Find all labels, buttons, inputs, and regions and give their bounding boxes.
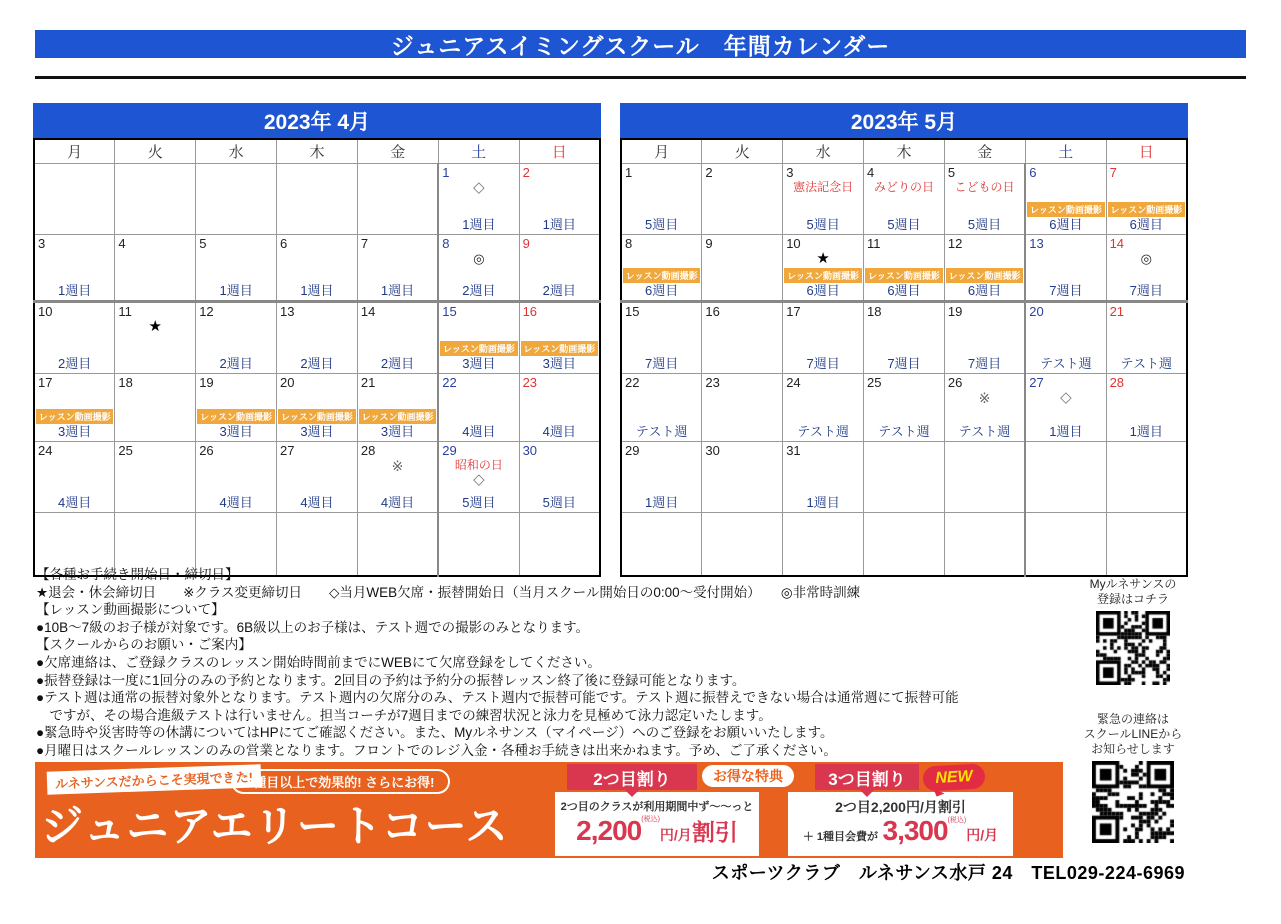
week-label: 1週目	[219, 283, 253, 298]
calendar-cell	[34, 235, 115, 302]
week-label: テスト週	[958, 424, 1011, 439]
day-number: 9	[705, 236, 713, 251]
day-number: 31	[786, 443, 801, 458]
calendar-cell	[115, 302, 196, 374]
day-number: 12	[947, 236, 963, 251]
lesson-video-badge: レッスン動画撮影	[278, 409, 356, 424]
holiday-label: 憲法記念日	[793, 180, 854, 194]
week-label: 3週目	[58, 424, 92, 439]
calendar-cell	[357, 235, 438, 302]
calendar-cell	[621, 164, 702, 235]
calendar-cell	[621, 302, 702, 374]
calendar-cell	[702, 164, 783, 235]
day-number: 28	[360, 443, 376, 458]
calendar-cell	[196, 374, 277, 442]
day-number: 3	[38, 236, 46, 251]
calendar-cell	[277, 164, 358, 235]
week-label: 2週目	[219, 356, 253, 371]
day-number: 21	[360, 375, 376, 390]
calendar-cell	[864, 442, 945, 513]
deal3-price-amount: 3,300	[882, 815, 948, 846]
day-number: 26	[199, 443, 214, 458]
calendar-cell	[519, 442, 600, 513]
calendar-cell	[115, 442, 196, 513]
calendar-cell	[702, 442, 783, 513]
calendar-cell	[1106, 374, 1187, 442]
calendar-cell	[34, 374, 115, 442]
calendar-cell	[196, 235, 277, 302]
week-label: テスト週	[797, 424, 849, 439]
holiday-label: こどもの日	[954, 180, 1015, 194]
day-number: 10	[38, 304, 53, 319]
day-number: 24	[786, 375, 801, 390]
week-label	[702, 495, 782, 512]
day-of-week-header: 火	[702, 139, 783, 164]
note-line: ●10B～7級のお子様が対象です。6B級以上のお子様は、テスト週での撮影のみとなります。	[36, 619, 589, 635]
calendar-cell	[277, 442, 358, 513]
calendar-cell	[621, 374, 702, 442]
tax-note: (税込)	[947, 817, 967, 824]
week-label: 1週目	[58, 283, 92, 298]
calendar-cell	[357, 374, 438, 442]
week-label: 6週目	[645, 283, 679, 298]
note-line: ★退会・休会締切日 ※クラス変更締切日 ◇当月WEB欠席・振替開始日（当月スクール開始日の0:00～受付開始） ◎非常時訓練	[36, 584, 861, 600]
lesson-video-badge: レッスン動画撮影	[865, 268, 943, 283]
week-label	[358, 217, 437, 234]
week-label: 2週目	[462, 283, 496, 298]
day-number: 22	[625, 375, 640, 390]
calendar-cell	[783, 235, 864, 302]
week-label: 7週目	[1049, 283, 1083, 298]
week-label	[115, 424, 195, 441]
calendar-cell	[196, 164, 277, 235]
day-number: 13	[280, 304, 295, 319]
note-line: ●振替登録は一度に1回分のみの予約となります。2回目の予約は予約分の振替レッスン終了後に登録可能となります。	[36, 672, 746, 688]
deal2-price-suffix: 割引	[691, 819, 738, 845]
calendar-cell	[438, 302, 519, 374]
week-label	[115, 283, 195, 300]
day-number: 17	[786, 304, 801, 319]
note-line: ですが、その場合進級テストは行いません。担当コーチが7週目までの練習状況と泳力を見極めて泳力認定いたします。	[36, 707, 772, 723]
calendar-cell	[34, 302, 115, 374]
week-label: 7週目	[887, 356, 921, 371]
week-label	[196, 217, 276, 234]
week-label	[1026, 495, 1105, 512]
banner-pill: 2種目以上で効果的! さらにお得!	[231, 769, 450, 794]
calendar-cell	[357, 164, 438, 235]
deal3-price	[788, 815, 1013, 847]
day-of-week-header: 火	[115, 139, 196, 164]
day-number: 20	[280, 375, 295, 390]
lesson-video-badge: レッスン動画撮影	[623, 268, 700, 283]
holiday-label: みどりの日	[873, 180, 934, 194]
day-number: 23	[522, 375, 538, 390]
week-label: 2週目	[58, 356, 92, 371]
week-label: 2週目	[542, 283, 576, 298]
week-label: 7週目	[645, 356, 679, 371]
day-number: 15	[442, 304, 457, 319]
day-number: 29	[625, 443, 640, 458]
day-number: 7	[1109, 165, 1117, 180]
week-label: 6週目	[1129, 217, 1163, 232]
page-title: ジュニアスイミングスクール 年間カレンダー	[35, 30, 1246, 58]
day-number: 25	[118, 443, 133, 458]
day-number: 6	[1029, 165, 1037, 180]
day-number: 6	[280, 236, 288, 251]
week-label: テスト週	[1120, 356, 1173, 371]
day-number: 4	[118, 236, 126, 251]
deal3-price-prefix: ＋ 1種目会費が	[802, 831, 879, 843]
calendar-april	[33, 103, 601, 577]
day-number: 5	[947, 165, 956, 180]
deadline-symbol: ◇	[1060, 389, 1072, 406]
day-number: 3	[786, 165, 794, 180]
deadline-symbol: ★	[148, 318, 162, 335]
calendar-grid	[33, 138, 601, 577]
deal2-price	[555, 814, 759, 847]
week-label: 4週目	[58, 495, 92, 510]
week-label	[115, 217, 195, 234]
week-label: 2週目	[300, 356, 334, 371]
week-label: 1週目	[462, 217, 496, 232]
week-label	[35, 217, 114, 234]
week-label: 3週目	[219, 424, 253, 439]
day-of-week-header: 水	[783, 139, 864, 164]
calendar-cell	[519, 302, 600, 374]
week-label: 5週目	[806, 217, 840, 232]
note-line: 【レッスン動画撮影について】	[36, 602, 225, 618]
calendar-cell	[1025, 235, 1106, 302]
deal2-description: 2つ目のクラスが利用期間中ず～～っと	[560, 801, 754, 813]
note-line: 【各種お手続き開始日・締切日】	[36, 567, 239, 582]
calendar-cell	[621, 235, 702, 302]
week-label: 3週目	[300, 424, 334, 439]
calendar-cell	[115, 164, 196, 235]
week-label: 4週目	[380, 495, 415, 510]
day-number: 14	[1109, 236, 1125, 251]
calendar-cell	[1025, 374, 1106, 442]
day-number: 30	[705, 443, 720, 458]
calendar-cell	[944, 374, 1025, 442]
calendar-cell	[357, 302, 438, 374]
qr-caption	[1078, 577, 1188, 607]
calendar-cell	[438, 374, 519, 442]
deadline-symbol: ◎	[1140, 251, 1152, 266]
calendar-cell	[1106, 235, 1187, 302]
month-title: 2023年 5月	[620, 103, 1188, 138]
week-label: 5週目	[967, 217, 1002, 232]
day-number: 19	[199, 375, 214, 390]
week-label: 1週目	[542, 217, 576, 232]
calendar-cell	[783, 442, 864, 513]
week-label: 1週目	[1049, 424, 1083, 439]
day-of-week-header: 水	[196, 139, 277, 164]
calendar-cell	[702, 302, 783, 374]
calendar-cell	[519, 374, 600, 442]
title-divider	[35, 76, 1246, 79]
calendar-cell	[944, 235, 1025, 302]
day-of-week-header: 日	[1106, 139, 1187, 164]
qr-section-line	[1078, 712, 1188, 848]
deadline-symbol: ◇	[473, 471, 485, 488]
calendar-cell	[34, 442, 115, 513]
deadline-symbol: ◇	[473, 179, 485, 196]
month-title: 2023年 4月	[33, 103, 601, 138]
day-number: 7	[360, 236, 369, 251]
calendar-cell	[944, 442, 1025, 513]
calendar-cell	[702, 374, 783, 442]
week-label	[702, 283, 782, 300]
day-of-week-header: 土	[438, 139, 519, 164]
note-line: ●欠席連絡は、ご登録クラスのレッスン開始時間前までにWEBにて欠席登録をしてください。	[36, 654, 601, 670]
week-label: 2週目	[380, 356, 415, 371]
day-number: 4	[867, 165, 875, 180]
calendar-cell	[357, 442, 438, 513]
week-label: 6週目	[967, 283, 1002, 298]
week-label: 7週目	[967, 356, 1002, 371]
calendar-cell	[196, 302, 277, 374]
week-label: 4週目	[300, 495, 334, 510]
day-number: 5	[199, 236, 207, 251]
day-of-week-header: 月	[34, 139, 115, 164]
calendar-cell	[1106, 442, 1187, 513]
day-number: 11	[118, 304, 132, 319]
day-number: 18	[867, 304, 882, 319]
note-line: 【スクールからのお願い・ご案内】	[36, 637, 252, 653]
qr-caption	[1078, 712, 1188, 757]
week-label	[864, 495, 944, 512]
qr-caption-line: スクールLINEから	[1083, 727, 1183, 741]
calendar-cell	[864, 235, 945, 302]
week-label: 3週目	[380, 424, 415, 439]
week-label: 3週目	[542, 356, 576, 371]
day-number: 2	[522, 165, 530, 180]
new-badge: NEW	[922, 763, 985, 791]
deadline-symbol: ◎	[473, 251, 485, 266]
day-number: 29	[442, 443, 457, 458]
special-offer-badge: お得な特典	[700, 763, 796, 789]
day-number: 14	[360, 304, 376, 319]
week-label	[277, 217, 357, 234]
day-number: 20	[1029, 304, 1044, 319]
qr-code	[1096, 611, 1170, 685]
day-number: 8	[625, 236, 633, 251]
deal2-panel	[555, 792, 759, 856]
calendar-cell	[944, 164, 1025, 235]
day-of-week-header: 木	[864, 139, 945, 164]
day-number: 15	[625, 304, 640, 319]
day-number: 25	[867, 375, 882, 390]
week-label: 7週目	[806, 356, 840, 371]
week-label: 5週目	[645, 217, 679, 232]
week-label: 1週目	[806, 495, 840, 510]
calendar-cell	[864, 164, 945, 235]
week-label: 5週目	[887, 217, 921, 232]
calendar-cell	[944, 302, 1025, 374]
holiday-label: 昭和の日	[454, 458, 503, 472]
calendar-cell	[1106, 164, 1187, 235]
deal3-price-unit: 円/月	[966, 827, 999, 843]
week-label	[702, 424, 782, 441]
week-label: 4週目	[462, 424, 496, 439]
week-label: テスト週	[635, 424, 688, 439]
day-number: 9	[522, 236, 530, 251]
week-label	[1107, 495, 1186, 512]
note-line: ●テスト週は通常の振替対象外となります。テスト週内の欠席分のみ、テスト週内で振替可能です。テスト週に振替えできない場合は通常週にて振替可能	[36, 690, 959, 706]
week-label: 5週目	[462, 495, 496, 510]
week-label	[945, 495, 1024, 512]
lesson-video-badge: レッスン動画撮影	[521, 341, 598, 356]
week-label: 4週目	[542, 424, 576, 439]
calendar-cell	[864, 302, 945, 374]
week-label	[115, 495, 195, 512]
deadline-symbol: ★	[816, 250, 830, 267]
note-line: ●緊急時や災害時等の休講についてはHPにてご確認ください。また、Myルネサンス（マイページ）へのご登録をお願いいたします。	[36, 725, 834, 741]
week-label: 6週目	[1049, 217, 1083, 232]
day-number: 16	[522, 304, 538, 319]
day-number: 8	[442, 236, 450, 251]
day-number: 19	[947, 304, 963, 319]
week-label: 1週目	[380, 283, 415, 298]
calendar-cell	[1025, 442, 1106, 513]
day-number: 21	[1109, 304, 1125, 319]
day-number: 16	[705, 304, 720, 319]
day-number: 1	[442, 165, 450, 180]
day-number: 23	[705, 375, 720, 390]
day-number: 10	[786, 236, 801, 251]
calendar-cell	[277, 374, 358, 442]
tax-note: (税込)	[641, 816, 660, 823]
calendar-cell	[115, 235, 196, 302]
day-of-week-header: 金	[357, 139, 438, 164]
lesson-video-badge: レッスン動画撮影	[1027, 202, 1104, 217]
calendar-cell	[783, 164, 864, 235]
calendar-cell	[34, 164, 115, 235]
week-label	[702, 356, 782, 373]
week-label: テスト週	[1040, 356, 1092, 371]
lesson-video-badge: レッスン動画撮影	[784, 268, 862, 283]
calendar-cell	[783, 374, 864, 442]
calendar-cell	[1025, 302, 1106, 374]
qr-code	[1092, 761, 1174, 843]
lesson-video-badge: レッスン動画撮影	[440, 341, 517, 356]
calendar-cell	[1106, 513, 1187, 577]
calendar-cell	[783, 302, 864, 374]
calendar-may	[620, 103, 1188, 577]
deal3-line1: 2つ目2,200円/月割引	[835, 799, 966, 815]
day-number: 27	[280, 443, 295, 458]
qr-caption-line: Myルネサンスの	[1089, 577, 1177, 591]
club-contact-footer: スポーツクラブ ルネサンス水戸 24 TEL029-224-6969	[711, 863, 1185, 883]
day-of-week-header: 日	[519, 139, 600, 164]
week-label: 1週目	[645, 495, 679, 510]
calendar-cell	[702, 235, 783, 302]
notes-block	[36, 566, 1081, 760]
week-label	[115, 356, 195, 373]
day-number: 17	[38, 375, 53, 390]
week-label: 6週目	[806, 283, 840, 298]
calendar-grid	[620, 138, 1188, 577]
lesson-video-badge: レッスン動画撮影	[359, 409, 436, 424]
calendar-cell	[519, 164, 600, 235]
deal3-tab: 3つ目割り	[815, 764, 919, 790]
lesson-video-badge: レッスン動画撮影	[36, 409, 113, 424]
day-number: 24	[38, 443, 53, 458]
calendar-cell	[196, 442, 277, 513]
week-label	[702, 217, 782, 234]
day-of-week-header: 土	[1025, 139, 1106, 164]
day-number: 11	[867, 236, 881, 251]
banner-tagline: ルネサンスだからこそ実現できた!	[47, 764, 262, 794]
day-of-week-header: 木	[277, 139, 358, 164]
day-of-week-header: 金	[944, 139, 1025, 164]
week-label: 1週目	[1129, 424, 1163, 439]
week-label: 1週目	[300, 283, 334, 298]
calendar-cell	[519, 235, 600, 302]
week-label: 6週目	[887, 283, 921, 298]
junior-elite-course-banner	[35, 762, 1063, 858]
calendar-cell	[1106, 302, 1187, 374]
calendar-cell	[621, 442, 702, 513]
day-number: 22	[442, 375, 457, 390]
week-label	[1107, 558, 1186, 575]
week-label: 4週目	[219, 495, 253, 510]
day-number: 30	[522, 443, 538, 458]
deal2-tab: 2つ目割り	[567, 764, 697, 790]
calendar-cell	[438, 442, 519, 513]
lesson-video-badge: レッスン動画撮影	[946, 268, 1023, 283]
deal2-price-unit: 円/月	[659, 827, 692, 843]
day-of-week-header: 月	[621, 139, 702, 164]
calendar-cell	[277, 302, 358, 374]
lesson-video-badge: レッスン動画撮影	[197, 409, 275, 424]
day-number: 12	[199, 304, 214, 319]
deadline-symbol: ※	[391, 458, 404, 474]
note-line: ●月曜日はスクールレッスンのみの営業となります。フロントでのレジ入金・各種お手続きは出来かねます。予め、ご了承ください。	[36, 742, 837, 758]
calendar-cell	[277, 235, 358, 302]
calendar-cell	[438, 235, 519, 302]
deadline-symbol: ※	[978, 390, 991, 406]
week-label: 3週目	[462, 356, 496, 371]
qr-caption-line: お知らせします	[1091, 742, 1175, 756]
day-number: 1	[625, 165, 633, 180]
deal2-price-amount: 2,200	[576, 815, 642, 846]
calendar-cell	[115, 374, 196, 442]
calendar-cell	[438, 164, 519, 235]
week-label: 5週目	[542, 495, 576, 510]
course-name: ジュニアエリートコース	[41, 803, 509, 851]
lesson-video-badge: レッスン動画撮影	[1108, 202, 1185, 217]
week-label: テスト週	[878, 424, 930, 439]
week-label: 7週目	[1129, 283, 1163, 298]
qr-caption-line: 登録はコチラ	[1096, 592, 1169, 606]
day-number: 28	[1109, 375, 1125, 390]
qr-caption-line: 緊急の連絡は	[1096, 712, 1169, 726]
deal3-panel	[788, 792, 1013, 856]
day-number: 13	[1029, 236, 1044, 251]
day-number: 27	[1029, 375, 1044, 390]
day-number: 26	[947, 375, 963, 390]
day-number: 2	[705, 165, 713, 180]
calendar-cell	[1025, 164, 1106, 235]
day-number: 18	[118, 375, 133, 390]
qr-section-my-renaissance	[1078, 577, 1188, 690]
calendar-cell	[864, 374, 945, 442]
